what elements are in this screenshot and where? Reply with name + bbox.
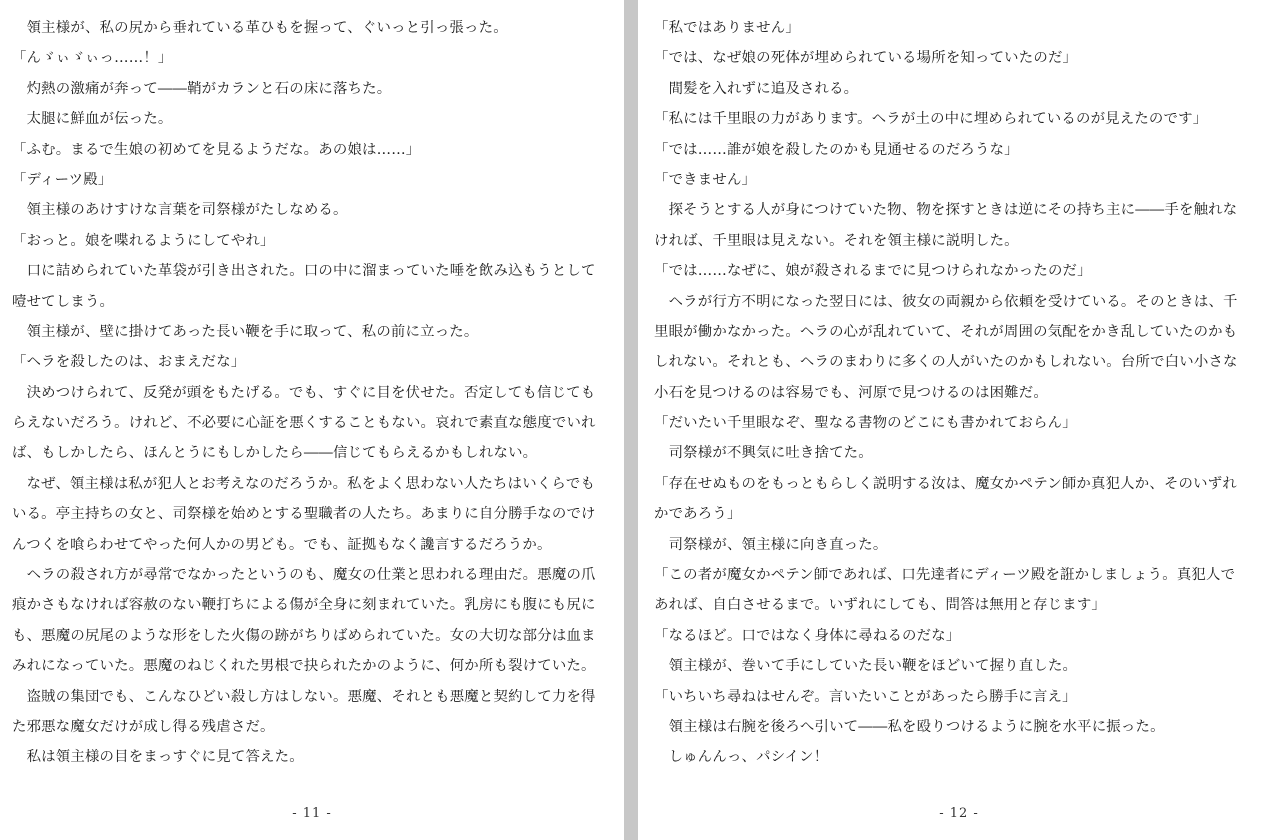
text-line: 私は領主様の目をまっすぐに見て答えた。 <box>12 749 304 766</box>
text-line: 口に詰められていた革袋が引き出された。口の中に溜まっていた唾を飲み込もうとして <box>12 263 596 280</box>
page-number-right: - 12 - <box>939 806 979 821</box>
text-line: 「できません」 <box>654 171 757 188</box>
text-line: 「んゞぃゞぃっ……！」 <box>12 50 173 67</box>
text-line: 痕かさもなければ容赦のない鞭打ちによる傷が全身に刻まれていた。乳房にも腹にも尻に <box>12 597 596 614</box>
text-line: いる。亭主持ちの女と、司祭様を始めとする聖職者の人たち。あまりに自分勝手なのでけ <box>12 506 596 523</box>
text-line: ヘラの殺され方が尋常でなかったというのも、魔女の仕業と思われる理由だ。悪魔の爪 <box>12 567 596 584</box>
page-right <box>638 0 1280 840</box>
text-line: 領主様のあけすけな言葉を司祭様がたしなめる。 <box>12 202 348 219</box>
text-line: 「いちいち尋ねはせんぞ。言いたいことがあったら勝手に言え」 <box>654 688 1077 705</box>
text-line: 「では、なぜ娘の死体が埋められている場所を知っていたのだ」 <box>654 50 1078 67</box>
text-line: ヘラが行方不明になった翌日には、彼女の両親から依頼を受けている。そのときは、千 <box>654 293 1238 310</box>
text-line: 「私ではありません」 <box>654 20 800 36</box>
text-line: 噎せてしまう。 <box>12 293 115 310</box>
text-line: 司祭様が、領主様に向き直った。 <box>654 536 888 553</box>
text-line: 「おっと。娘を喋れるようにしてやれ」 <box>12 232 275 249</box>
text-line: しゅんんっ、パシイン！ <box>654 749 829 766</box>
text-line: 「では……誰が娘を殺したのかも見通せるのだろうな」 <box>654 141 1019 158</box>
text-line: 太腿に鮮血が伝った。 <box>12 111 173 128</box>
text-line: なぜ、領主様は私が犯人とお考えなのだろうか。私をよく思わない人たちはいくらでも <box>12 475 596 492</box>
page-gutter <box>624 0 638 840</box>
text-line: 領主様が、巻いて手にしていた長い鞭をほどいて握り直した。 <box>654 658 1078 675</box>
text-line: あれば、自白させるまで。いずれにしても、問答は無用と存じます」 <box>654 597 1107 614</box>
text-line: 「ディーツ殿」 <box>12 171 113 188</box>
text-line: 「だいたい千里眼なぞ、聖なる書物のどこにも書かれておらん」 <box>654 415 1077 432</box>
text-line: も、悪魔の尻尾のような形をした火傷の跡がちりばめられていた。女の大切な部分は血ま <box>12 627 596 644</box>
text-line: 灼熱の激痛が奔って――鞘がカランと石の床に落ちた。 <box>12 80 392 97</box>
text-line: らえないだろう。けれど、不必要に心証を悪くすることもない。哀れで素直な態度でいれ <box>12 415 596 432</box>
text-line: 「ヘラを殺したのは、おまえだな」 <box>12 354 246 371</box>
page-text-right <box>654 13 1266 773</box>
text-line: みれになっていた。悪魔のねじくれた男根で抉られたかのように、何か所も裂けていた。 <box>12 658 596 675</box>
page-number-left: - 11 - <box>292 806 332 821</box>
text-line: 小石を見つけるのは容易でも、河原で見つけるのは困難だ。 <box>654 384 1048 401</box>
text-line: 「私には千里眼の力があります。ヘラが土の中に埋められているのが見えたのです」 <box>654 111 1208 128</box>
text-line: ば、もしかしたら、ほんとうにもしかしたら――信じてもらえるかもしれない。 <box>12 445 538 462</box>
text-line: 「ふむ。まるで生娘の初めてを見るようだな。あの娘は……」 <box>12 141 421 158</box>
text-line: 探そうとする人が身につけていた物、物を探すときは逆にその持ち主に――手を触れな <box>654 202 1238 219</box>
text-line: 領主様は右腕を後ろへ引いて――私を殴りつけるように腕を水平に振った。 <box>654 718 1165 735</box>
text-line: 「存在せぬものをもっともらしく説明する汝は、魔女かペテン師か真犯人か、そのいずれ <box>654 475 1237 492</box>
page-left <box>0 0 624 840</box>
text-line: 盗賊の集団でも、こんなひどい殺し方はしない。悪魔、それとも悪魔と契約して力を得 <box>12 688 596 705</box>
text-line: 領主様が、私の尻から垂れている革ひもを握って、ぐいっと引っ張った。 <box>12 20 508 36</box>
text-line: んつくを喰らわせてやった何人かの男ども。でも、証拠もなく讒言するだろうか。 <box>12 536 552 553</box>
text-line: 「なるほど。口ではなく身体に尋ねるのだな」 <box>654 627 961 644</box>
text-line: 里眼が働かなかった。ヘラの心が乱れていて、それが周囲の気配をかき乱していたのかも <box>654 323 1238 340</box>
text-line: かであろう」 <box>654 506 742 523</box>
text-line: しれない。それとも、ヘラのまわりに多くの人がいたのかもしれない。台所で白い小さな <box>654 354 1238 371</box>
text-line: ければ、千里眼は見えない。それを領主様に説明した。 <box>654 232 1019 249</box>
text-line: 「では……なぜに、娘が殺されるまでに見つけられなかったのだ」 <box>654 263 1092 280</box>
text-line: 司祭様が不興気に吐き捨てた。 <box>654 445 873 462</box>
page-text-left <box>12 13 616 773</box>
text-line: 決めつけられて、反発が頭をもたげる。でも、すぐに目を伏せた。否定しても信じても <box>12 384 596 401</box>
text-line: 「この者が魔女かペテン師であれば、口先達者にディーツ殿を誑かしましょう。真犯人で <box>654 567 1236 584</box>
text-line: た邪悪な魔女だけが成し得る残虐さだ。 <box>12 718 275 735</box>
text-line: 間髪を入れずに追及される。 <box>654 80 859 97</box>
text-line: 領主様が、壁に掛けてあった長い鞭を手に取って、私の前に立った。 <box>12 323 479 340</box>
